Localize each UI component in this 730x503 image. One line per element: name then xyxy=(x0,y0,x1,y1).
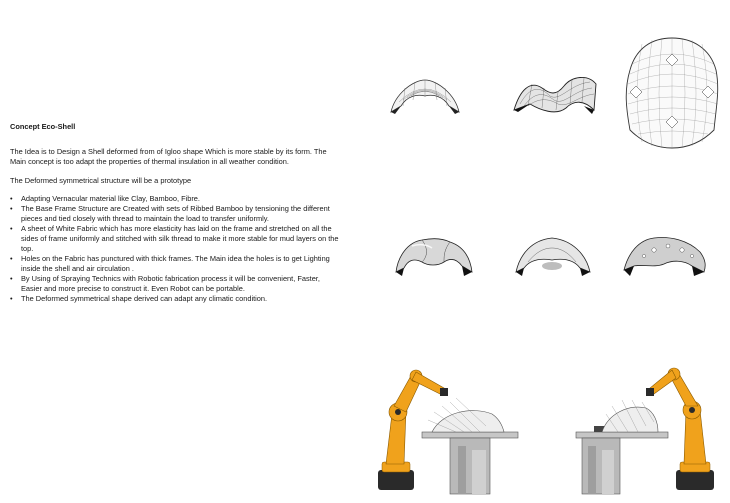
bullet-icon: • xyxy=(10,254,13,263)
fabric-shell-view-2-image xyxy=(512,232,594,280)
wireframe-shell-top-image xyxy=(622,34,722,152)
bullet-icon: • xyxy=(10,194,13,203)
concept-intro-paragraph: The Idea is to Design a Shell deformed from of Igloo shape Which is more stable by its form. The Main concept is too adapt the properties of thermal insulation in all weather condition. xyxy=(10,147,327,166)
concept-title: Concept Eco-Shell xyxy=(10,122,76,131)
bullet-icon: • xyxy=(10,294,13,303)
wireframe-shell-front-image xyxy=(385,72,465,122)
bullet-item: • By Using of Spraying Technics with Robotic fabrication process it will be convenient, Faster, Easier and more precise to construct it. Even Robot can be portable. xyxy=(10,274,320,293)
robot-fabrication-right-image xyxy=(572,366,722,496)
concept-bullet-list xyxy=(10,194,340,304)
bullet-icon: • xyxy=(10,204,13,213)
bullet-item: • The Deformed symmetrical shape derived can adapt any climatic condition. xyxy=(10,294,268,303)
wireframe-shell-side-image xyxy=(510,70,602,122)
bullet-icon: • xyxy=(10,274,13,283)
prototype-note: The Deformed symmetrical structure will be a prototype xyxy=(10,176,192,185)
robot-fabrication-left-image xyxy=(372,366,522,496)
bullet-item: • The Base Frame Structure are Created with sets of Ribbed Bamboo by tensioning the different pieces and tied closely with thread to maintain the load to transfer uniformly. xyxy=(10,204,330,223)
bullet-item: • Adapting Vernacular material like Clay, Bamboo, Fibre. xyxy=(10,194,200,203)
concept-text-column xyxy=(10,122,340,304)
bullet-icon: • xyxy=(10,224,13,233)
fabric-shell-view-3-image xyxy=(620,230,708,280)
fabric-shell-view-1-image xyxy=(392,232,476,280)
bullet-item: • A sheet of White Fabric which has more elasticity has laid on the frame and stretched on all the sides of frame uniformly and stitched with silk thread to make it more stable for mud layers on the top. xyxy=(10,224,339,253)
bullet-item: • Holes on the Fabric has punctured with thick frames. The Main idea the holes is to get Lighting inside the shell and air circulation . xyxy=(10,254,330,273)
